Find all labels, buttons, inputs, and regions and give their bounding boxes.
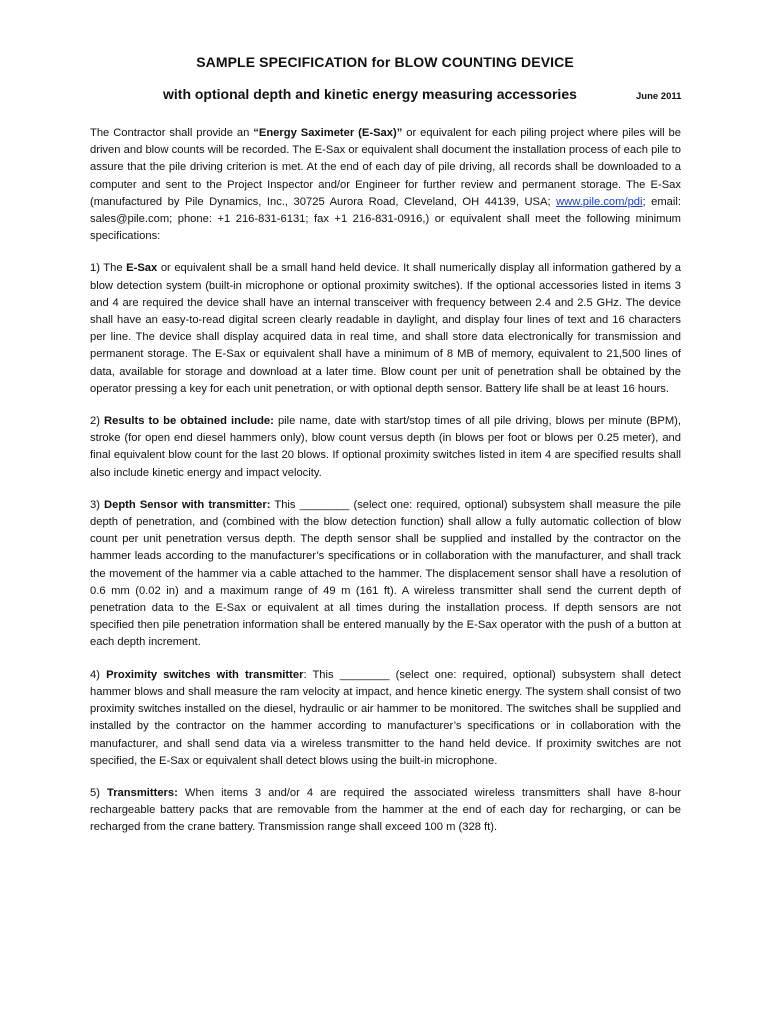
website-link[interactable]: www.pile.com/pdi: [556, 195, 643, 208]
spec-item-3: [90, 497, 681, 652]
spec-item-5-text: When items 3 and/or 4 are required the associated wireless transmitters shall have 8-hour rechargeable battery packs that are removable from the hammer at the end of each day for recharging, or can be recharged from the crane battery. Transmission range shall exceed 100 m (328 ft).: [90, 786, 682, 834]
document-body: [90, 125, 681, 852]
spec-item-4-prefix: 4): [90, 668, 107, 681]
spec-item-3-heading: Depth Sensor with transmitter:: [104, 498, 271, 511]
spec-item-5-prefix: 5): [90, 786, 107, 799]
intro-text-3: ; email: sales@pile.com; phone: +1 216-831-6131; fax +1 216-831-0916,) or equivalent shall meet the following minimum specifications:: [90, 195, 681, 243]
spec-item-2-prefix: 2): [90, 415, 105, 428]
intro-text-1: The Contractor shall provide an: [90, 127, 254, 139]
spec-item-4-text: : This ________ (select one: required, optional) subsystem shall detect hammer blows and shall measure the ram velocity at impact, and hence kinetic energy. The system shall consist of two proximity switches installed on the diesel, hydraulic or air hammer to be monitored. The switches shall be supplied and installed by the contractor on the hammer according to manufacturer’s specifications or in collaboration with the manufacturer, and shall send data via a wireless transmitter to the hand held device. If proximity switches are not specified, the E-Sax or equivalent shall detect blows using the built-in microphone.: [90, 668, 682, 767]
spec-item-3-prefix: 3): [90, 498, 105, 511]
spec-item-5-heading: Transmitters:: [106, 786, 178, 799]
document-title: SAMPLE SPECIFICATION for BLOW COUNTING DEVICE: [196, 54, 574, 70]
spec-item-1-heading: E-Sax: [126, 262, 158, 275]
intro-text-2: or equivalent for each piling project where piles will be driven and blow counts will be recorded. The E-Sax or equivalent shall document the installation process of each pile to assure that the pile driving criterion is met. At the end of each day of pile driving, all records shall be downloaded to a computer and sent to the Project Inspector and/or Engineer for further review and permanent storage. The E-Sax (manufactured by Pile Dynamics, Inc., 30725 Aurora Road, Cleveland, OH 44139, USA;: [90, 127, 681, 208]
spec-item-2-text: pile name, date with start/stop times of all pile driving, blows per minute (BPM), stroke (for open end diesel hammers only), blow count versus depth (in blows per foot or blows per 0.25 meter), and final equivalent blow count for the last 20 blows. If optional proximity switches listed in item 4 are specified results shall also include kinetic energy and impact velocity.: [90, 415, 682, 479]
document-subtitle: with optional depth and kinetic energy measuring accessories: [163, 86, 577, 102]
spec-item-5: [90, 785, 681, 837]
spec-item-1: [90, 260, 681, 398]
spec-item-2-heading: Results to be obtained include:: [104, 415, 274, 428]
intro-paragraph: [90, 125, 681, 245]
document-date: June 2011: [636, 91, 682, 102]
spec-item-4-heading: Proximity switches with transmitter: [106, 668, 304, 681]
spec-item-2: [90, 413, 681, 482]
spec-item-4: [90, 667, 681, 770]
spec-item-1-text: or equivalent shall be a small hand held device. It shall numerically display all information gathered by a blow detection system (built-in microphone or optional proximity switches). If the optional accessories listed in items 3 and 4 are required the device shall have an internal transceiver with frequency between 2.4 and 2.5 GHz. The device shall have an easy-to-read digital screen clearly readable in daylight, and display four lines of text and 16 characters per line. The device shall display acquired data in real time, and shall store data electronically for transmission and permanent storage. The E-Sax or equivalent shall have a minimum of 8 MB of memory, equivalent to 21,500 lines of data, available for storage and download at a later time. Blow count per unit of penetration shall be obtained by the operator pressing a key for each unit penetration, or with optional depth sensor. Battery life shall be at least 16 hours.: [90, 262, 681, 395]
spec-item-1-prefix: 1) The: [90, 262, 127, 275]
spec-item-3-text: This ________ (select one: required, optional) subsystem shall measure the pile depth of penetration, and (combined with the blow detection function) shall allow a fully automatic collection of blow count per unit penetration versus depth. The depth sensor shall be supplied and installed by the contractor on the hammer leads according to the manufacturer’s specifications or in collaboration with the manufacturer, and shall track the movement of the hammer via a cable attached to the hammer. The displacement sensor shall have a resolution of 0.6 mm (0.02 in) and a maximum range of 49 m (161 ft). A wireless transmitter shall send the current depth of penetration data to the E-Sax or equivalent at all times during the installation process. If depth sensors are not specified then pile penetration information shall be entered manually by the E-Sax operator with the push of a button at each depth increment.: [90, 498, 681, 649]
intro-product-name: “Energy Saximeter (E-Sax)”: [253, 127, 403, 139]
